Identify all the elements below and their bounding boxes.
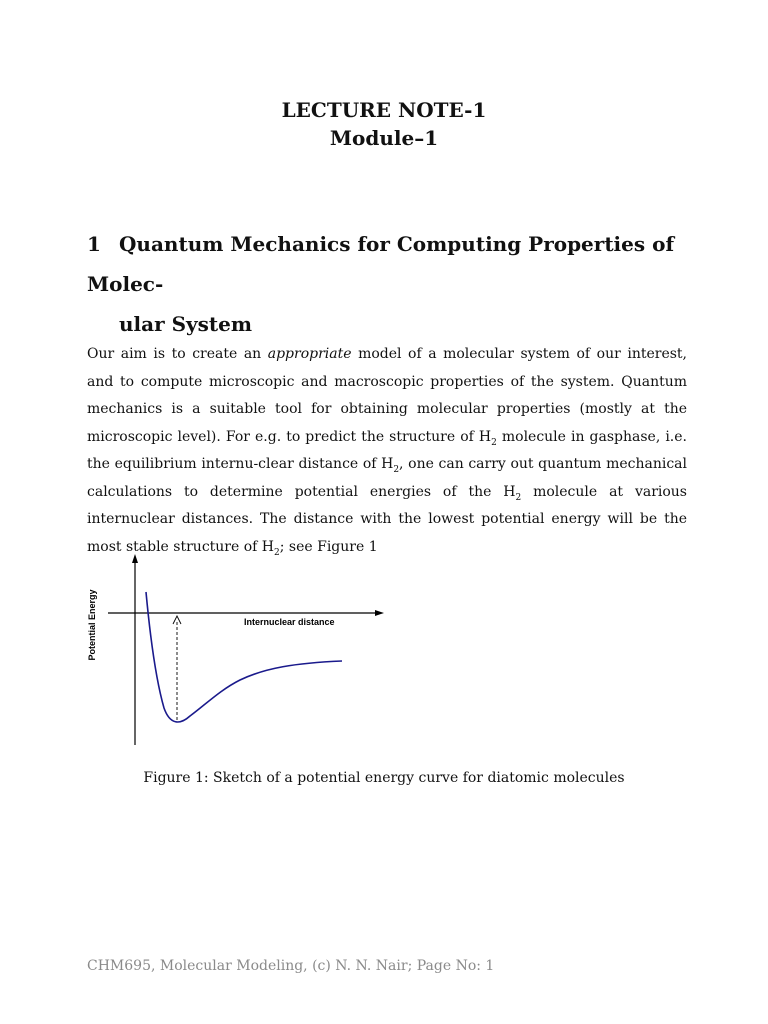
section-number: 1 [87, 232, 101, 256]
y-axis-label: Potential Energy [87, 589, 97, 661]
potential-energy-curve [146, 592, 342, 722]
potential-energy-figure [80, 550, 400, 760]
paragraph-text: molecule in gasphase, i.e. the equilibrium internu-clear distance of H [87, 428, 687, 472]
y-axis-arrowhead [132, 554, 138, 563]
x-axis-label: Internuclear distance [244, 617, 335, 627]
lecture-title [0, 96, 768, 152]
page-footer: CHM695, Molecular Modeling, (c) N. N. Nair; Page No: 1 [87, 958, 495, 974]
paragraph-text: Our aim is to create an [87, 346, 268, 362]
subscript: 2 [515, 492, 522, 503]
section-title-line-2: ular System [119, 312, 253, 336]
section-title-line-1: Quantum Mechanics for Computing Properties of Molec- [87, 232, 675, 296]
x-axis-arrowhead [375, 610, 384, 616]
subscript: 2 [393, 464, 400, 475]
paragraph-text: ; see Figure 1 [279, 538, 378, 555]
subscript: 2 [491, 437, 497, 448]
intro-paragraph [87, 341, 687, 561]
paragraph-text: molecule at various internuclear distances. The distance with the lowest potential energy will be the most stable structure of H [87, 483, 687, 555]
title-line-2: Module–1 [329, 126, 439, 150]
title-line-1: LECTURE NOTE-1 [281, 98, 487, 122]
subscript: 2 [274, 547, 280, 558]
paragraph-emphasis: appropriate [267, 346, 352, 362]
section-heading [87, 224, 707, 344]
paragraph-text: , one can carry out quantum mechanical calculations to determine potential energies of the H [87, 456, 687, 500]
paragraph-text: model of a molecular system of our interest, and to compute microscopic and macroscopic properties of the system. Quantum mechanics is a suitable tool for obtaining molecular properties (mostly at the microscopic level). For e.g. to predict the structure of H [87, 346, 687, 445]
figure-caption: Figure 1: Sketch of a potential energy curve for diatomic molecules [143, 770, 625, 786]
